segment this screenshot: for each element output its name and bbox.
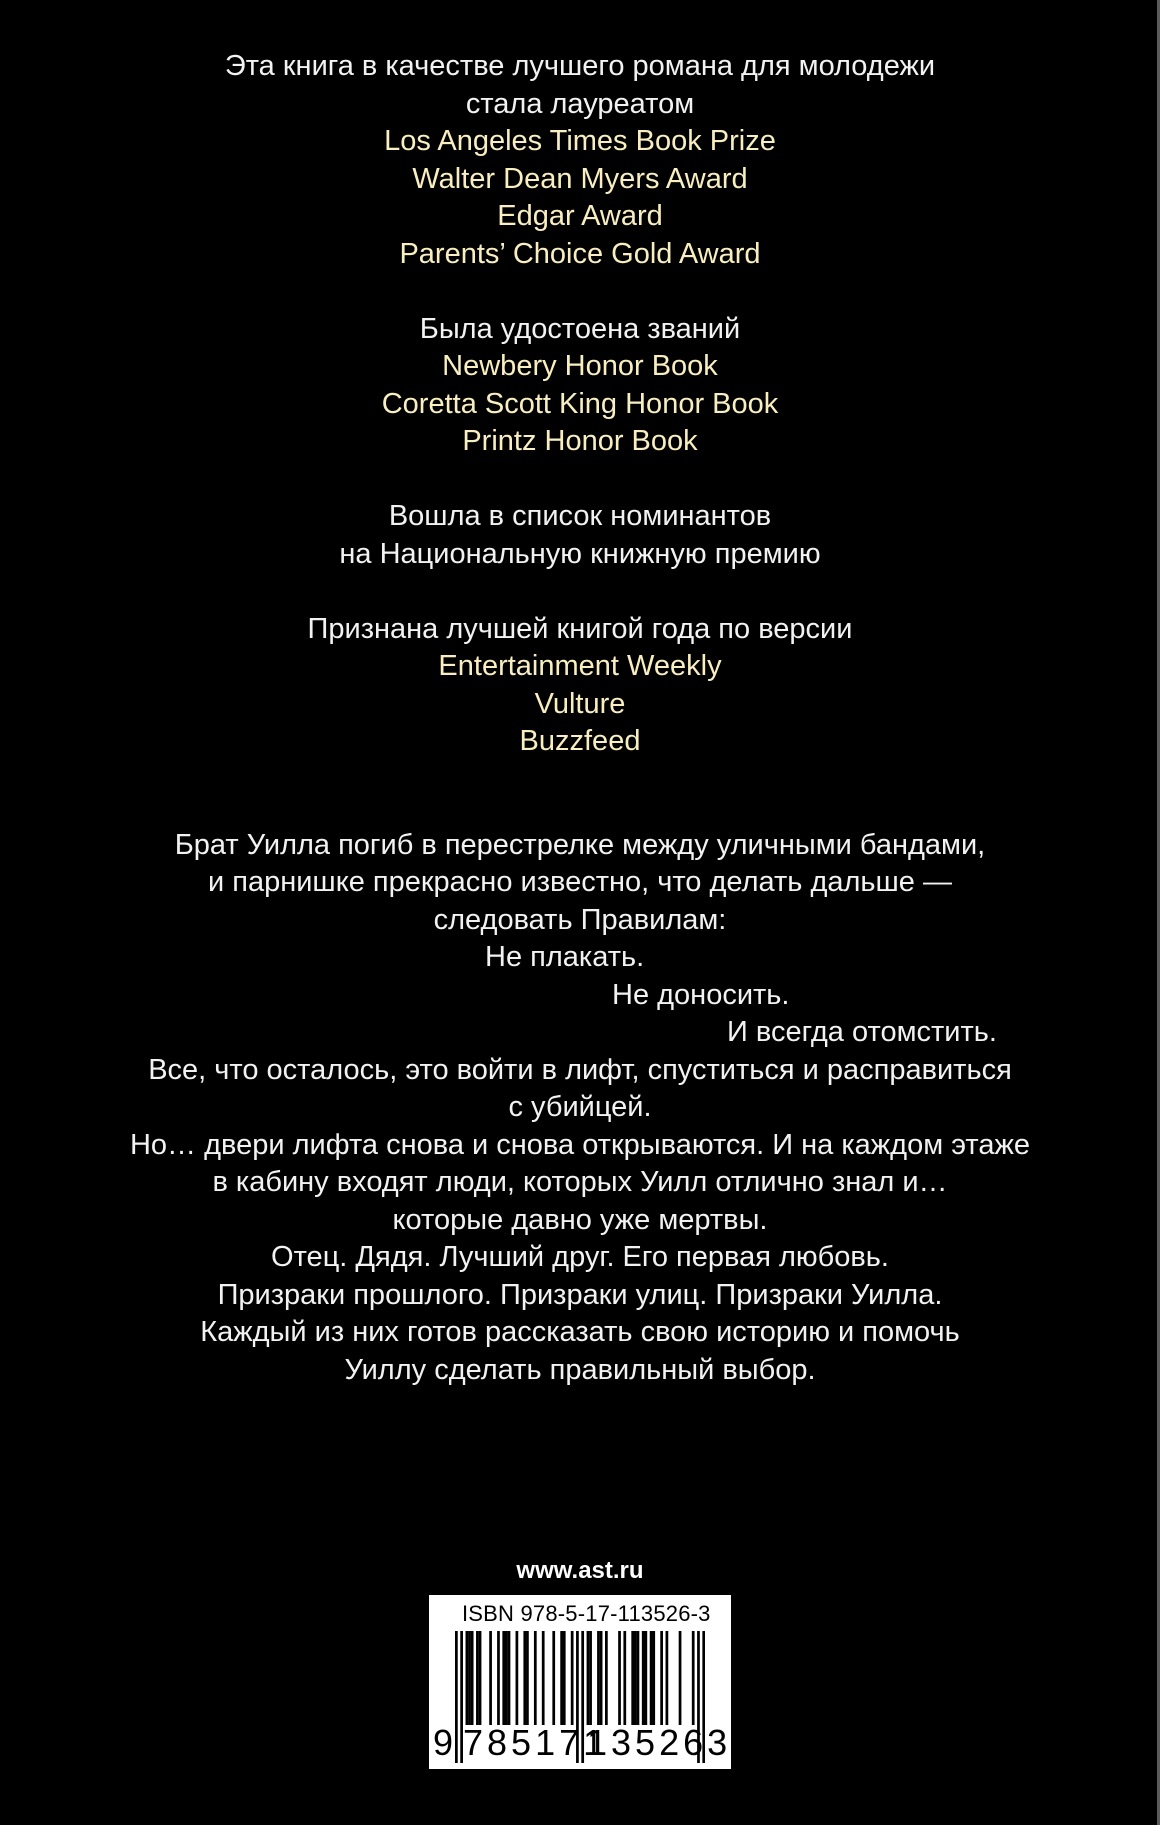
blurb-line: следовать Правилам: (433, 903, 727, 936)
barcode-bar (542, 1631, 545, 1725)
nominee-line: на Национальную книжную премию (339, 537, 821, 570)
isbn-barcode (429, 1595, 731, 1769)
barcode-bar (508, 1631, 511, 1725)
award-name: Walter Dean Myers Award (412, 162, 748, 195)
barcode-bar (476, 1631, 479, 1725)
blurb-section (0, 827, 1160, 1390)
barcode-bar (652, 1631, 655, 1725)
barcode-bar (666, 1631, 669, 1725)
barcode-bar (502, 1631, 505, 1725)
barcode-bar (650, 1631, 653, 1725)
award-name: Los Angeles Times Book Prize (384, 125, 776, 157)
barcode-bar (631, 1631, 634, 1725)
barcode-bar (560, 1631, 563, 1725)
barcode-bar (505, 1631, 508, 1725)
barcode-digit-first: 9 (433, 1722, 454, 1763)
blurb-line: с убийцей. (508, 1091, 652, 1123)
barcode-bar (644, 1631, 647, 1725)
barcode-bar (605, 1631, 608, 1725)
honor-name: Newbery Honor Book (442, 350, 718, 382)
best-of-section (0, 611, 1160, 761)
back-cover-text (0, 48, 1160, 1389)
award-name: Edgar Award (497, 200, 663, 232)
best-of-intro: Признана лучшей книгой года по версии (307, 612, 853, 645)
barcode-bar (523, 1631, 526, 1725)
barcode-bar (587, 1631, 590, 1725)
barcode-digit-group: 135263 (587, 1722, 732, 1763)
barcode-bar (637, 1631, 640, 1725)
barcode-bar (634, 1631, 637, 1725)
best-of-source: Buzzfeed (519, 725, 641, 757)
best-of-source: Vulture (534, 687, 626, 720)
nominee-section (0, 498, 1160, 573)
barcode-bar (642, 1631, 645, 1725)
rules-list (0, 939, 1160, 1052)
rule-item: Не плакать. (485, 941, 645, 973)
barcode-bar (526, 1631, 529, 1725)
barcode-bar (468, 1631, 471, 1725)
blurb-line: Призраки прошлого. Призраки улиц. Призраки Уилла. (217, 1278, 943, 1311)
awards-section (0, 48, 1160, 273)
barcode-bar (589, 1631, 592, 1725)
barcode-bar (471, 1631, 474, 1725)
barcode-bar (516, 1631, 519, 1725)
isbn-label: ISBN 978-5-17-113526-3 (462, 1601, 711, 1626)
awards-intro-line: Эта книга в качестве лучшего романа для молодежи (224, 50, 936, 82)
blurb-line: Отец. Дядя. Лучший друг. Его первая любовь. (271, 1241, 889, 1273)
blurb-line: которые давно уже мертвы. (392, 1203, 768, 1236)
rule-item: И всегда отомстить. (727, 1016, 997, 1048)
rule-item: Не доносить. (612, 978, 790, 1011)
barcode-bar (660, 1631, 663, 1725)
barcode-bar (497, 1631, 500, 1725)
blurb-line: в кабину входят люди, которых Уилл отлично знал и… (212, 1166, 948, 1198)
honors-intro: Была удостоена званий (419, 312, 741, 345)
blurb-line: Уиллу сделать правильный выбор. (344, 1353, 816, 1386)
barcode-bar (597, 1631, 600, 1725)
barcode-bar (692, 1631, 695, 1725)
blurb-line: Все, что осталось, это войти в лифт, спуститься и расправиться (148, 1053, 1012, 1086)
blurb-line: Но… двери лифта снова и снова открываются. И на каждом этаже (129, 1128, 1030, 1161)
barcode-bar (466, 1631, 469, 1725)
barcode-bar (489, 1631, 492, 1725)
barcode-bar (479, 1631, 482, 1725)
publisher-url[interactable]: www.ast.ru (516, 1557, 644, 1584)
blurb-line: Брат Уилла погиб в перестрелке между уличными бандами, (174, 828, 986, 861)
best-of-source: Entertainment Weekly (438, 650, 722, 682)
barcode-bar (623, 1631, 626, 1725)
barcode-digits (429, 1723, 731, 1763)
barcode-bar (534, 1631, 537, 1725)
barcode-bar (552, 1631, 555, 1725)
barcode-bar (618, 1631, 621, 1725)
award-name: Parents’ Choice Gold Award (399, 237, 761, 270)
awards-intro-line: стала лауреатом (465, 87, 695, 120)
honors-section (0, 311, 1160, 461)
barcode-bar (563, 1631, 566, 1725)
barcode-digit-group: 785171 (463, 1722, 608, 1763)
barcode-bar (679, 1631, 682, 1725)
honor-name: Coretta Scott King Honor Book (381, 387, 779, 420)
blurb-line: и парнишке прекрасно известно, что делать дальше — (208, 866, 952, 898)
barcode-bar (571, 1631, 574, 1725)
honor-name: Printz Honor Book (462, 425, 698, 457)
blurb-line: Каждый из них готов рассказать свою историю и помочь (200, 1316, 960, 1348)
nominee-line: Вошла в список номинантов (388, 500, 772, 532)
barcode-bar (600, 1631, 603, 1725)
